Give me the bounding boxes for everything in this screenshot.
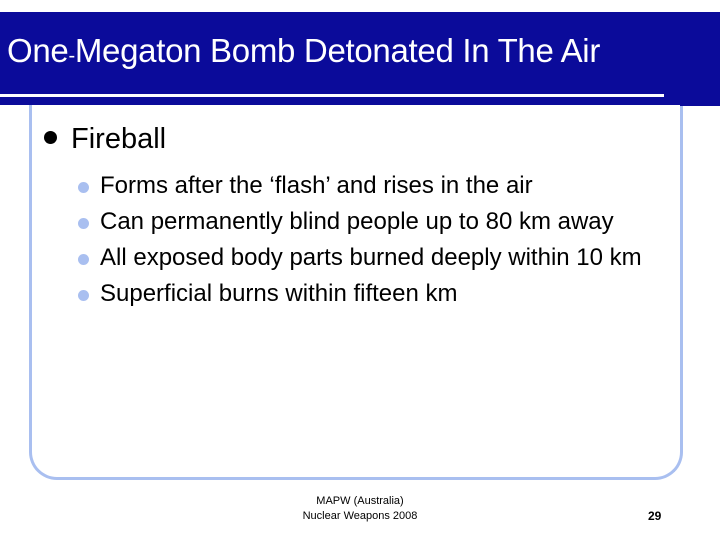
sub-bullet-list <box>78 168 658 312</box>
sub-bullet-item <box>78 204 658 240</box>
title-part-one: One <box>7 32 69 69</box>
page-number: 29 <box>648 509 662 523</box>
sub-bullet-text: Can permanently blind people up to 80 km away <box>100 208 614 235</box>
footer-presentation: Nuclear Weapons 2008 <box>302 510 418 522</box>
sub-bullet-item <box>78 168 658 204</box>
sub-bullet-dot-icon <box>78 254 89 265</box>
sub-bullet-text: Forms after the ‘flash’ and rises in the air <box>100 172 533 199</box>
title-underline <box>0 94 664 97</box>
sub-bullet-dot-icon <box>78 182 89 193</box>
title-bar-corner <box>680 12 720 106</box>
title-hyphen: - <box>68 45 75 67</box>
sub-bullet-dot-icon <box>78 290 89 301</box>
sub-bullet-item <box>78 240 658 276</box>
bullet-dot-icon <box>44 131 57 144</box>
sub-bullet-text: Superficial burns within fifteen km <box>100 280 458 307</box>
sub-bullet-item <box>78 276 658 312</box>
slide-title <box>7 32 600 70</box>
sub-bullet-dot-icon <box>78 218 89 229</box>
title-part-two: Megaton Bomb Detonated In The Air <box>74 32 601 69</box>
bullet-label: Fireball <box>71 123 167 155</box>
sub-bullet-text: All exposed body parts burned deeply within 10 km <box>100 244 642 271</box>
bullet-fireball <box>44 123 166 156</box>
footer <box>280 494 440 524</box>
footer-organization: MAPW (Australia) <box>316 495 404 507</box>
